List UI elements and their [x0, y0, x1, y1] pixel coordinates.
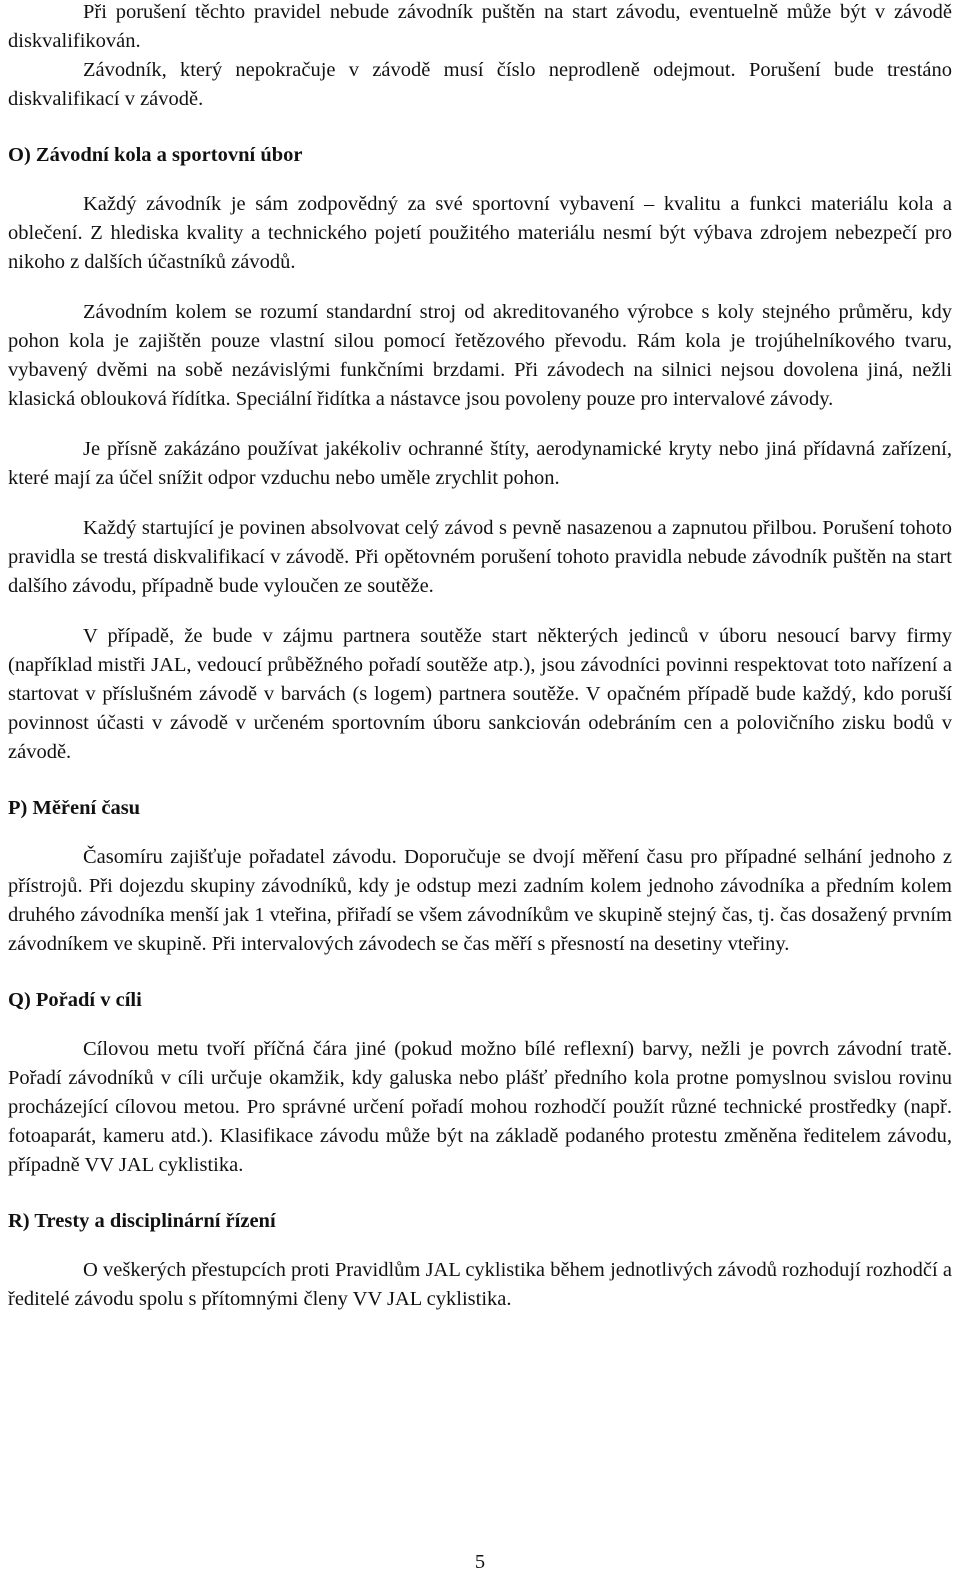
section-r-paragraph-1: O veškerých přestupcích proti Pravidlům JAL cyklistika během jednotlivých závodů rozhodují rozhodčí a ředitelé závodu spolu s přítomnými členy VV JAL cyklistika.: [8, 1259, 952, 1310]
section-o-paragraph-3: Je přísně zakázáno používat jakékoliv ochranné štíty, aerodynamické kryty nebo jiná přídavná zařízení, které mají za účel snížit odpor vzduchu nebo uměle zrychlit pohon.: [8, 438, 952, 489]
section-q-heading: Q) Pořadí v cíli: [8, 989, 142, 1011]
section-o-paragraph-5: V případě, že bude v zájmu partnera soutěže start některých jedinců v úboru nesoucí barvy firmy (například mistři JAL, vedoucí průběžného pořadí soutěže atp.), jsou závodníci povinni respektovat toto nařízení a startovat v příslušném závodě v barvách (s logem) partnera soutěže. V opačném případě bude každý, kdo poruší povinnost účasti v závodě v určeném sportovním úboru sankciován odebráním cen a polovičního zisku bodů v závodě.: [8, 625, 952, 763]
intro-paragraph-1: Při porušení těchto pravidel nebude závodník puštěn na start závodu, eventuelně může být v závodě diskvalifikován.: [8, 1, 952, 52]
section-o-paragraph-2: Závodním kolem se rozumí standardní stroj od akreditovaného výrobce s koly stejného průměru, kdy pohon kola je zajištěn pouze vlastní silou pomocí řetězového převodu. Rám kola je trojúhelníkového tvaru, vybavený dvěmi na sobě nezávislými funkčními brzdami. Při závodech na silnici nejsou dovolena jiná, nežli klasická oblouková řídítka. Speciální řidítka a nástavce jsou povoleny pouze pro intervalové závody.: [8, 301, 952, 410]
section-o-paragraph-1: Každý závodník je sám zodpovědný za své sportovní vybavení – kvalitu a funkci materiálu kola a oblečení. Z hlediska kvality a technického pojetí použitého materiálu nesmí být výbava zdrojem nebezpečí pro nikoho z dalších účastníků závodů.: [8, 193, 952, 273]
section-o-heading: O) Závodní kola a sportovní úbor: [8, 144, 303, 166]
intro-paragraph-2: Závodník, který nepokračuje v závodě musí číslo neprodleně odejmout. Porušení bude trestáno diskvalifikací v závodě.: [8, 59, 952, 110]
section-q-paragraph-1: Cílovou metu tvoří příčná čára jiné (pokud možno bílé reflexní) barvy, nežli je povrch závodní tratě. Pořadí závodníků v cíli určuje okamžik, kdy galuska nebo plášť předního kola protne pomyslnou svislou rovinu procházející cílovou metou. Pro správné určení pořadí mohou rozhodčí použít různé technické prostředky (např. fotoaparát, kameru atd.). Klasifikace závodu může být na základě podaného protestu změněna ředitelem závodu, případně VV JAL cyklistika.: [8, 1038, 952, 1176]
section-o-paragraph-4: Každý startující je povinen absolvovat celý závod s pevně nasazenou a zapnutou přilbou. Porušení tohoto pravidla se trestá diskvalifikací v závodě. Při opětovném porušení tohoto pravidla nebude závodník puštěn na start dalšího závodu, případně bude vyloučen ze soutěže.: [8, 517, 952, 597]
section-p-heading: P) Měření času: [8, 797, 141, 819]
document-page: [8, 0, 952, 1314]
section-p-paragraph-1: Časomíru zajišťuje pořadatel závodu. Doporučuje se dvojí měření času pro případné selhání jednoho z přístrojů. Při dojezdu skupiny závodníků, kdy je odstup mezi zadním kolem jednoho závodníka a předním kolem druhého závodníka menší jak 1 vteřina, přiřadí se všem závodníkům ve skupině stejný čas, tj. čas dosažený prvním závodníkem ve skupině. Při intervalových závodech se čas měří s přesností na desetiny vteřiny.: [8, 846, 952, 955]
page-number: 5: [474, 1551, 486, 1573]
section-r-heading: R) Tresty a disciplinární řízení: [8, 1210, 276, 1232]
